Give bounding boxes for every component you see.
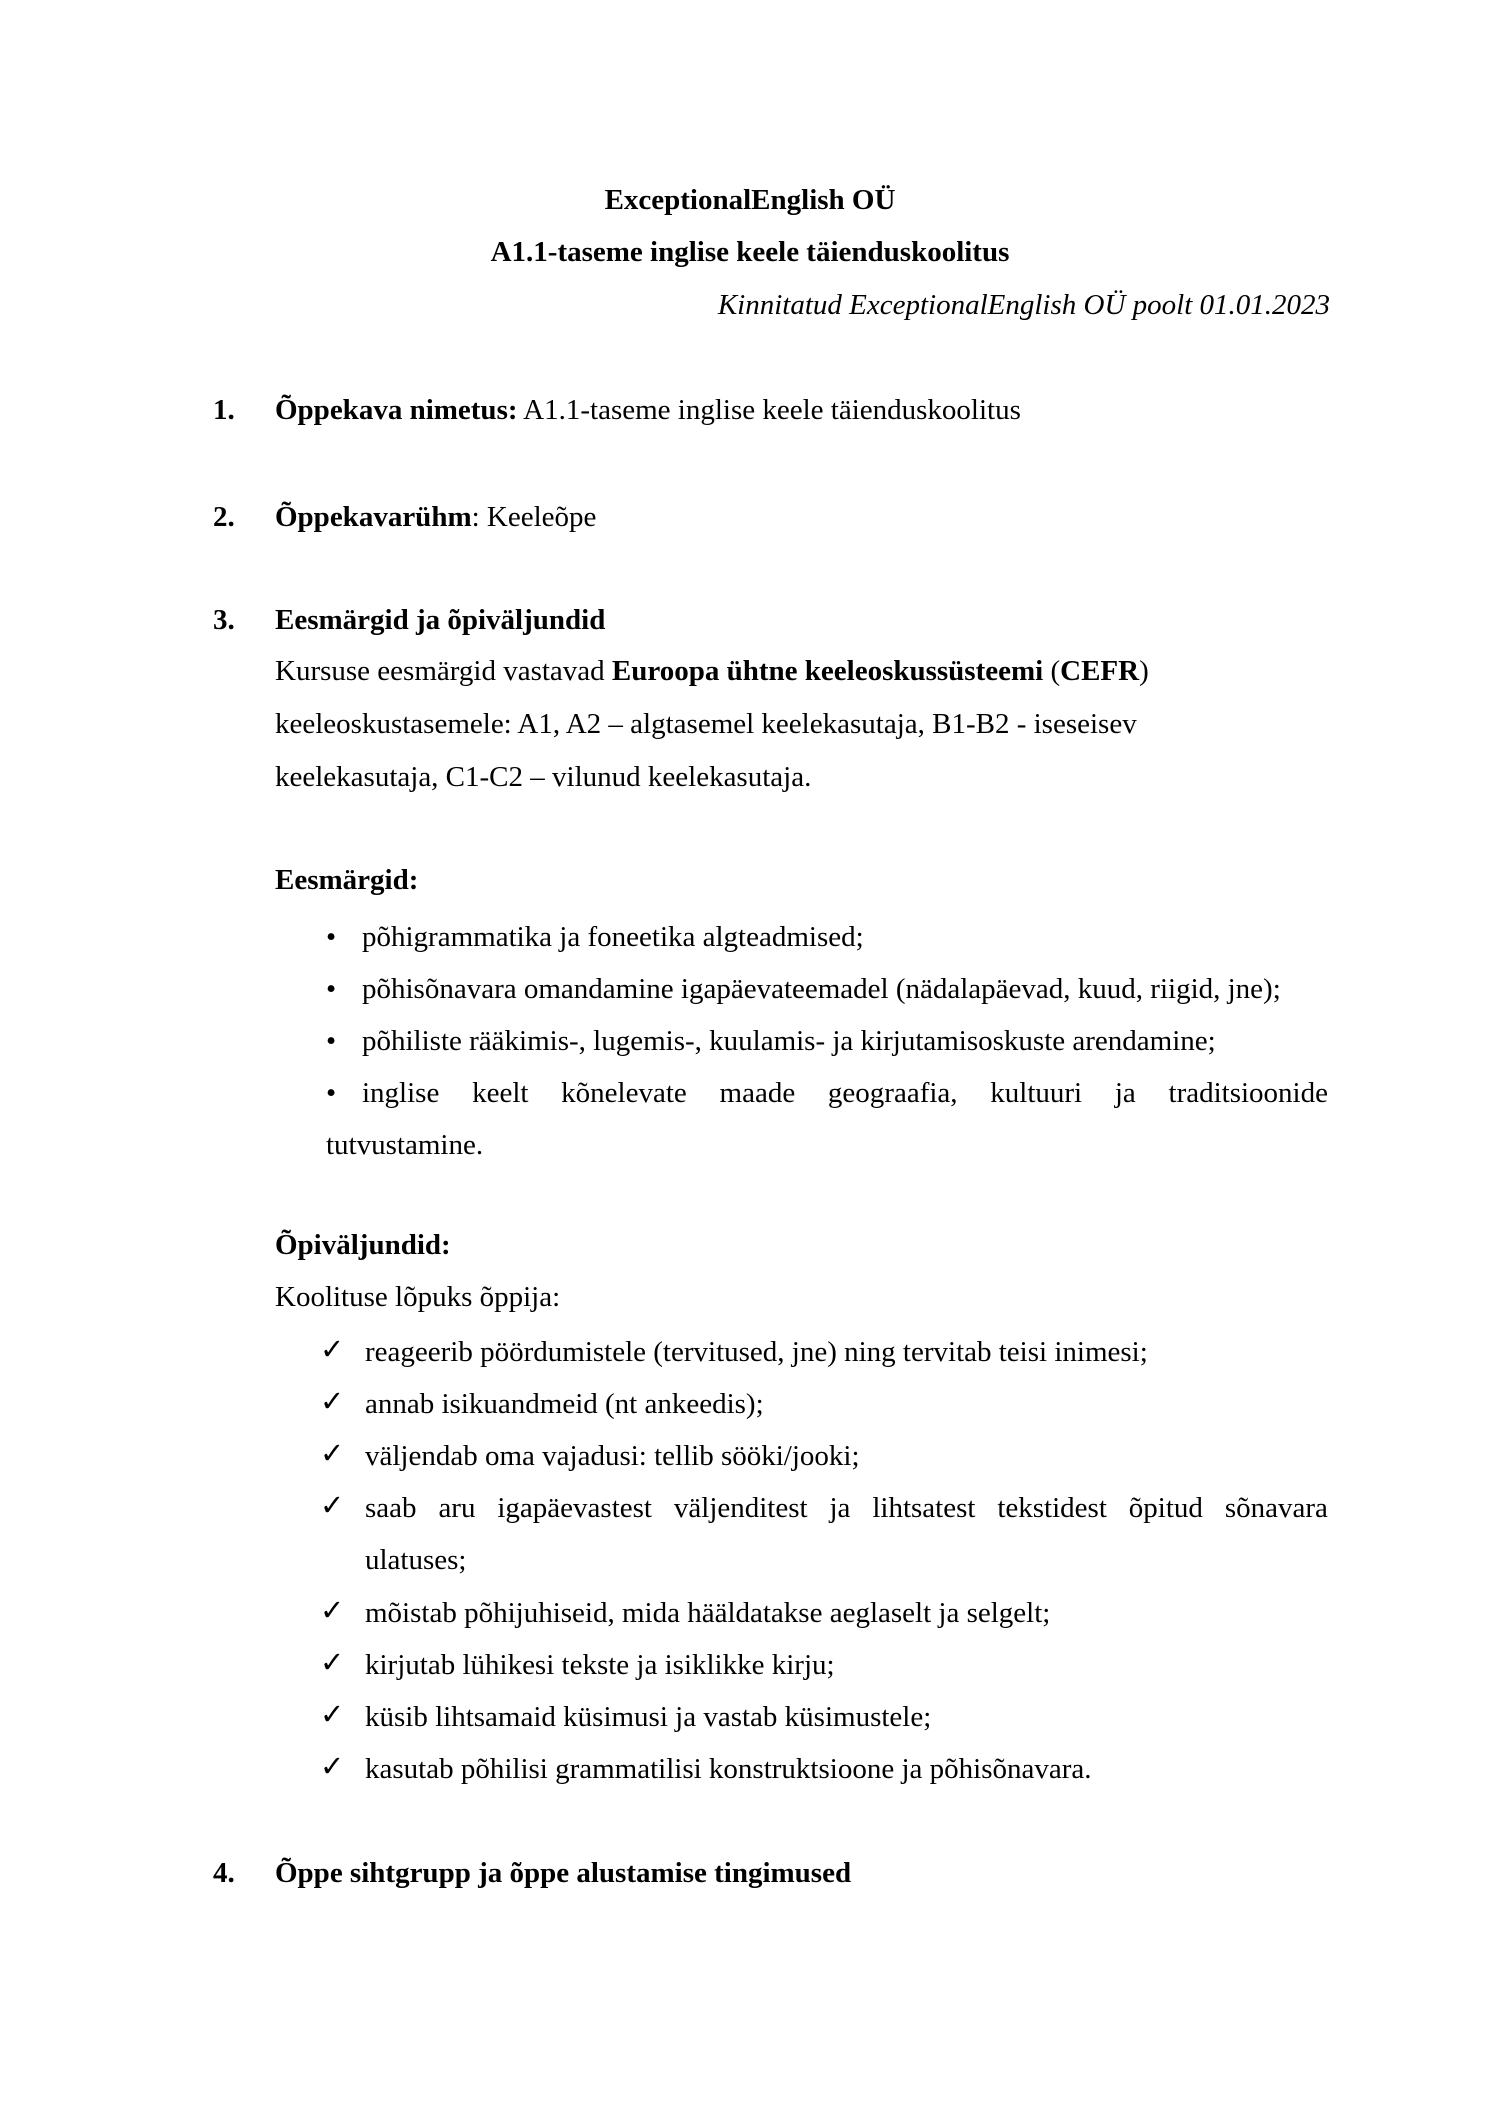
word: kõnelevate <box>561 1077 687 1109</box>
outcome-item: mõistab põhijuhiseid, mida hääldatakse aeglaselt ja selgelt; <box>365 1597 1051 1629</box>
word: geograafia, <box>827 1077 958 1109</box>
bullet-icon: • <box>326 1025 337 1057</box>
section-heading: Õppe sihtgrupp ja õppe alustamise tingimused <box>275 1857 852 1889</box>
word: aru <box>438 1492 476 1524</box>
checkmark-icon: ✓ <box>320 1490 345 1522</box>
outcomes-intro: Koolituse lõpuks õppija: <box>275 1281 561 1313</box>
goal-item: põhiliste rääkimis-, lugemis-, kuulamis- ja kirjutamisoskuste arendamine; <box>362 1025 1216 1057</box>
paren-close: ) <box>1139 655 1149 687</box>
intro-line-2: keeleoskustasemele: A1, A2 – algtasemel keelekasutaja, B1-B2 - iseseisev <box>275 708 1137 740</box>
goal-item: põhigrammatika ja foneetika algteadmised; <box>362 921 864 953</box>
section-label: Õppekavarühm <box>275 501 472 533</box>
word: keelt <box>472 1077 529 1109</box>
checkmark-icon: ✓ <box>320 1334 345 1366</box>
outcome-item-justified <box>365 1494 1328 1523</box>
section-heading: Eesmärgid ja õpiväljundid <box>275 604 606 636</box>
checkmark-icon: ✓ <box>320 1647 345 1679</box>
word: traditsioonide <box>1168 1077 1328 1109</box>
bullet-icon: • <box>326 1077 337 1109</box>
checkmark-icon: ✓ <box>320 1386 345 1418</box>
outcome-item: väljendab oma vajadusi: tellib sööki/jooki; <box>365 1440 860 1472</box>
goal-item: põhisõnavara omandamine igapäevateemadel (nädalapäevad, kuud, riigid, jne); <box>362 973 1281 1005</box>
checkmark-icon: ✓ <box>320 1699 345 1731</box>
goals-heading: Eesmärgid: <box>275 864 419 896</box>
cefr-abbr: CEFR <box>1060 655 1140 687</box>
bullet-icon: • <box>326 921 337 953</box>
section-value: : Keeleõpe <box>471 501 597 533</box>
word: õpitud <box>1128 1492 1203 1524</box>
paren-open: ( <box>1043 655 1061 687</box>
word: ja <box>1114 1077 1136 1109</box>
word: saab <box>365 1492 417 1524</box>
goal-item-continuation: tutvustamine. <box>326 1129 484 1161</box>
section-1-line <box>275 396 1021 425</box>
bullet-icon: • <box>326 973 337 1005</box>
section-number: 2. <box>213 501 235 533</box>
outcome-item: küsib lihtsamaid küsimusi ja vastab küsimustele; <box>365 1701 932 1733</box>
section-value: A1.1-taseme inglise keele täienduskoolitus <box>517 394 1021 426</box>
word: inglise <box>362 1077 440 1109</box>
checkmark-icon: ✓ <box>320 1595 345 1627</box>
word: kultuuri <box>990 1077 1083 1109</box>
outcome-item: kasutab põhilisi grammatilisi konstruktsioone ja põhisõnavara. <box>365 1753 1092 1785</box>
word: lihtsatest <box>872 1492 976 1524</box>
word: sõnavara <box>1224 1492 1328 1524</box>
section-number: 4. <box>213 1857 235 1889</box>
outcome-item: reageerib pöördumistele (tervitused, jne) ning tervitab teisi inimesi; <box>365 1336 1148 1368</box>
document-title: A1.1-taseme inglise keele täienduskoolitus <box>490 236 1010 268</box>
intro-line-1 <box>275 657 1149 686</box>
section-number: 3. <box>213 604 235 636</box>
checkmark-icon: ✓ <box>320 1438 345 1470</box>
section-2-line <box>275 503 596 532</box>
outcome-item: kirjutab lühikesi tekste ja isiklikke kirju; <box>365 1649 835 1681</box>
approval-line: Kinnitatud ExceptionalEnglish OÜ poolt 01.01.2023 <box>717 289 1330 321</box>
word: maade <box>719 1077 796 1109</box>
word: väljenditest <box>673 1492 808 1524</box>
outcome-item: annab isikuandmeid (nt ankeedis); <box>365 1388 764 1420</box>
section-label: Õppekava nimetus: <box>275 394 518 426</box>
intro-line-3: keelekasutaja, C1-C2 – vilunud keelekasutaja. <box>275 761 812 793</box>
cefr-name: Euroopa ühtne keeleoskussüsteemi <box>611 655 1044 687</box>
outcomes-heading: Õpiväljundid: <box>275 1229 451 1261</box>
word: tekstidest <box>997 1492 1107 1524</box>
intro-text: Kursuse eesmärgid vastavad <box>275 655 612 687</box>
word: ja <box>829 1492 851 1524</box>
section-number: 1. <box>213 394 235 426</box>
goal-item-justified <box>362 1079 1328 1108</box>
word: igapäevastest <box>497 1492 652 1524</box>
checkmark-icon: ✓ <box>320 1751 345 1783</box>
company-name: ExceptionalEnglish OÜ <box>604 184 896 216</box>
outcome-item-continuation: ulatuses; <box>365 1544 467 1576</box>
